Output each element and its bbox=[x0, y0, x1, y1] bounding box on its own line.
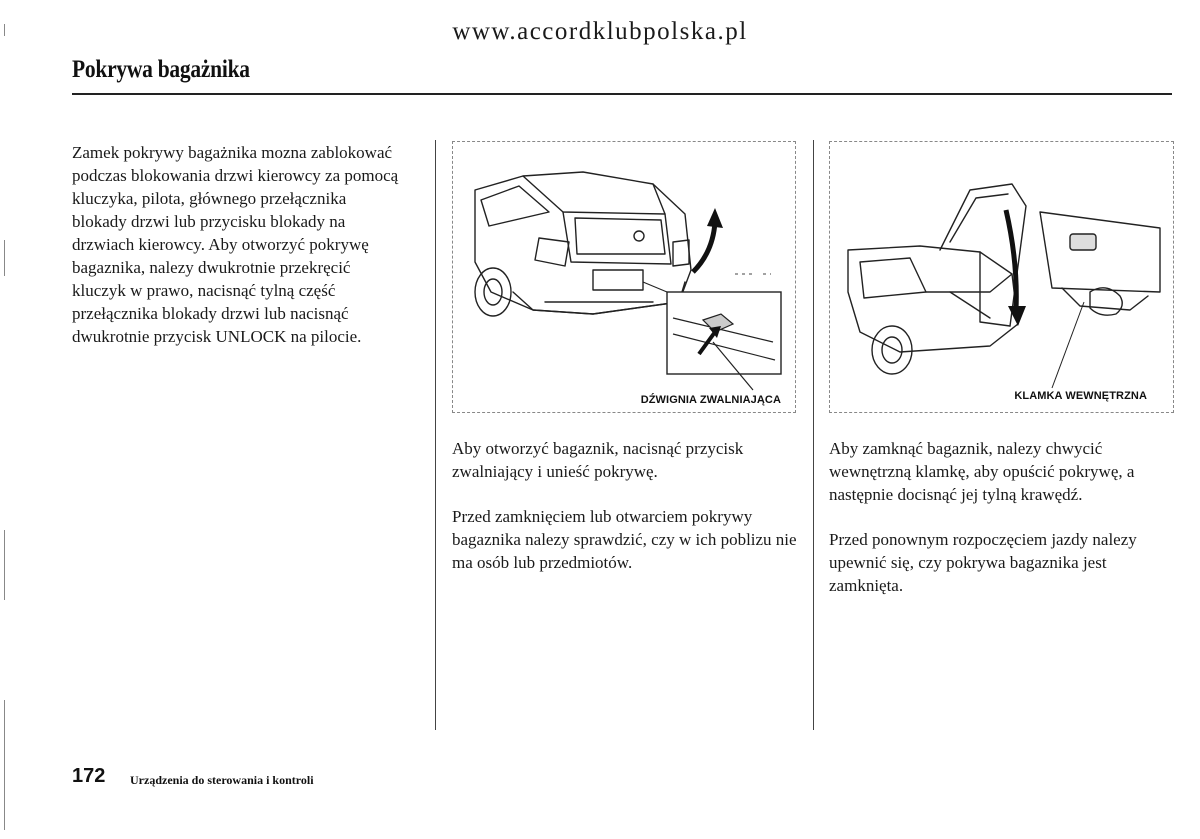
chapter-label: Urządzenia do sterowania i kontroli bbox=[130, 773, 314, 787]
handle-paragraph-1: Aby zamknąć bagaznik, nalezy chwycić wewnętrzną klamkę, aby opuścić pokrywę, a następnie docisnąć jej tylną krawędź. bbox=[829, 439, 1135, 504]
margin-tick bbox=[4, 700, 5, 830]
handle-paragraph-2: Przed ponownym rozpoczęciem jazdy nalezy upewnić się, czy pokrywa bagaznika jest zamknięta. bbox=[829, 530, 1137, 595]
figure-caption-release: DŹWIGNIA ZWALNIAJĄCA bbox=[640, 394, 781, 406]
column-divider-right bbox=[813, 140, 814, 730]
release-paragraph-1: Aby otworzyć bagaznik, nacisnąć przycisk zwalniający i unieść pokrywę. bbox=[452, 439, 744, 481]
car-rear-illustration bbox=[453, 142, 795, 412]
title-rule bbox=[72, 93, 1172, 95]
site-url: www.accordklubpolska.pl bbox=[452, 18, 748, 45]
figure-caption-handle: KLAMKA WEWNĘTRZNA bbox=[1014, 390, 1147, 402]
intro-text-column bbox=[72, 141, 402, 370]
handle-text-column bbox=[829, 437, 1179, 619]
release-paragraph-2: Przed zamknięciem lub otwarciem pokrywy bagaznika nalezy sprawdzić, czy w ich poblizu nie ma osób lub przedmiotów. bbox=[452, 507, 797, 572]
open-trunk-illustration bbox=[830, 142, 1173, 412]
page-number: 172 bbox=[72, 765, 106, 787]
figure-release-lever bbox=[452, 141, 796, 413]
column-divider-left bbox=[435, 140, 436, 730]
margin-tick bbox=[4, 530, 5, 600]
intro-paragraph: Zamek pokrywy bagażnika mozna zablokować podczas blokowania drzwi kierowcy za pomocą kluczyka, pilota, głównego przełącznika blokady drzwi lub przycisku blokady na drzwiach kierowcy. Aby otworzyć pokrywę bagaznika, nalezy dwukrotnie przekręcić kluczyk w prawo, nacisnąć tylną część przełącznika blokady drzwi lub nacisnąć dwukrotnie przycisk UNLOCK na pilocie. bbox=[72, 143, 399, 346]
section-title: Pokrywa bagażnika bbox=[72, 56, 250, 83]
release-text-column bbox=[452, 437, 797, 596]
margin-tick bbox=[4, 24, 5, 36]
margin-tick bbox=[4, 240, 5, 276]
figure-inner-handle bbox=[829, 141, 1174, 413]
